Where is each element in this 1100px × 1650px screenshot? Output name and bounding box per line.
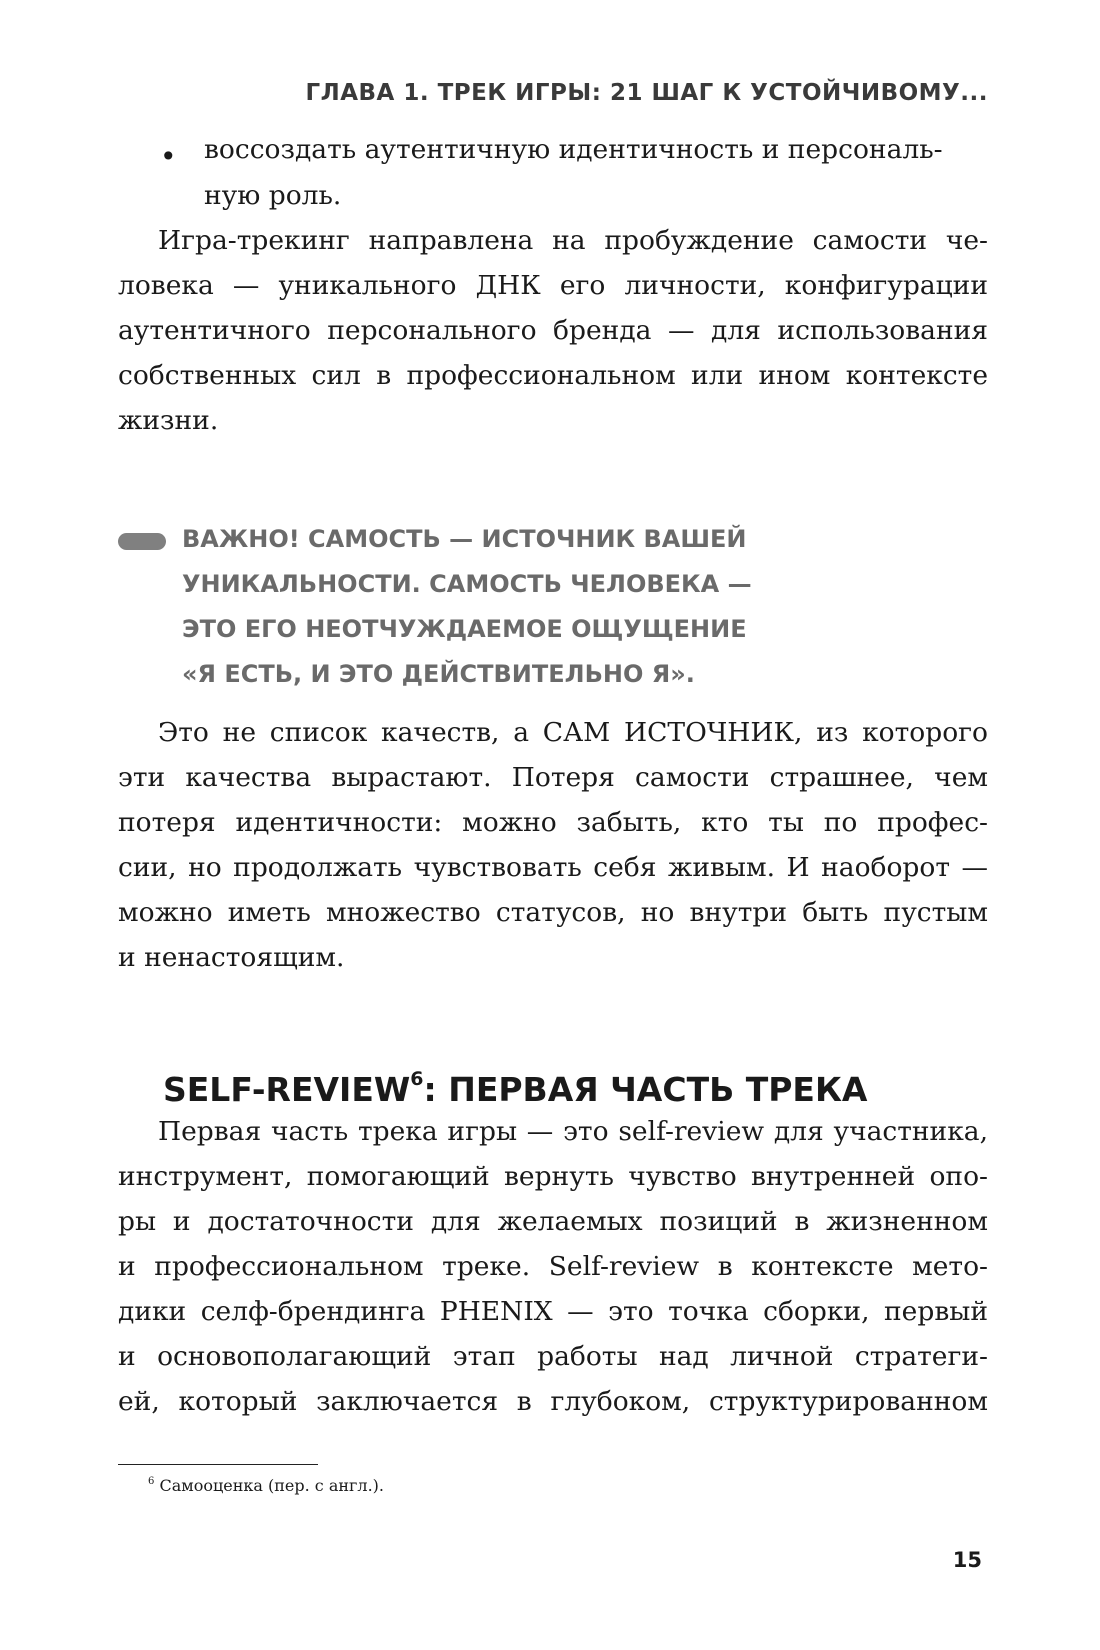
paragraph-line: Игра-трекинг направлена на пробуждение самости че-: [158, 225, 988, 256]
bullet-line: воссоздать аутентичную идентичность и персональ-: [204, 134, 943, 165]
heading-text: : ПЕРВАЯ ЧАСТЬ ТРЕКА: [423, 1070, 868, 1109]
footnote: [148, 1476, 384, 1495]
paragraph-line: дики селф-брендинга PHENIX — это точка сборки, первый: [118, 1296, 988, 1327]
heading-text: SELF-REVIEW: [163, 1070, 411, 1109]
paragraph-line: Первая часть трека игры — это self-review для участника,: [158, 1116, 988, 1147]
footnote-rule: [118, 1464, 318, 1465]
callout-line: УНИКАЛЬНОСТИ. САМОСТЬ ЧЕЛОВЕКА —: [182, 570, 752, 598]
paragraph-line: и профессиональном треке. Self-review в контексте мето-: [118, 1251, 988, 1282]
paragraph-line: эти качества вырастают. Потеря самости страшнее, чем: [118, 762, 988, 793]
callout-line: ЭТО ЕГО НЕОТЧУЖДАЕМОЕ ОЩУЩЕНИЕ: [182, 615, 747, 643]
callout-line: ВАЖНО! САМОСТЬ — ИСТОЧНИК ВАШЕЙ: [182, 525, 747, 553]
page-number: 15: [952, 1548, 982, 1572]
paragraph-line: потеря идентичности: можно забыть, кто ты по профес-: [118, 807, 988, 838]
footnote-text: Самооценка (пер. с англ.).: [159, 1476, 385, 1495]
callout-line: «Я ЕСТЬ, И ЭТО ДЕЙСТВИТЕЛЬНО Я».: [182, 660, 695, 688]
callout-bar: [118, 533, 166, 550]
paragraph-line: ловека — уникального ДНК его личности, конфигурации: [118, 270, 988, 301]
paragraph-line: Это не список качеств, а САМ ИСТОЧНИК, из которого: [158, 717, 988, 748]
paragraph-line: и ненастоящим.: [118, 942, 345, 973]
bullet-line: ную роль.: [204, 180, 342, 211]
footnote-number: 6: [148, 1476, 155, 1487]
section-heading: [163, 1070, 867, 1109]
paragraph-line: аутентичного персонального бренда — для использования: [118, 315, 988, 346]
paragraph-line: ей, который заключается в глубоком, структурированном: [118, 1386, 988, 1417]
paragraph-line: жизни.: [118, 405, 219, 436]
paragraph-line: можно иметь множество статусов, но внутри быть пустым: [118, 897, 988, 928]
bullet-mark: •: [160, 140, 177, 173]
footnote-ref[interactable]: 6: [410, 1068, 424, 1090]
paragraph-line: собственных сил в профессиональном или ином контексте: [118, 360, 988, 391]
paragraph-line: инструмент, помогающий вернуть чувство внутренней опо-: [118, 1161, 988, 1192]
paragraph-line: сии, но продолжать чувствовать себя живым. И наоборот —: [118, 852, 988, 883]
running-head: ГЛАВА 1. ТРЕК ИГРЫ: 21 ШАГ К УСТОЙЧИВОМУ...: [305, 80, 988, 106]
paragraph-line: ры и достаточности для желаемых позиций в жизненном: [118, 1206, 988, 1237]
paragraph-line: и основополагающий этап работы над личной стратеги-: [118, 1341, 988, 1372]
